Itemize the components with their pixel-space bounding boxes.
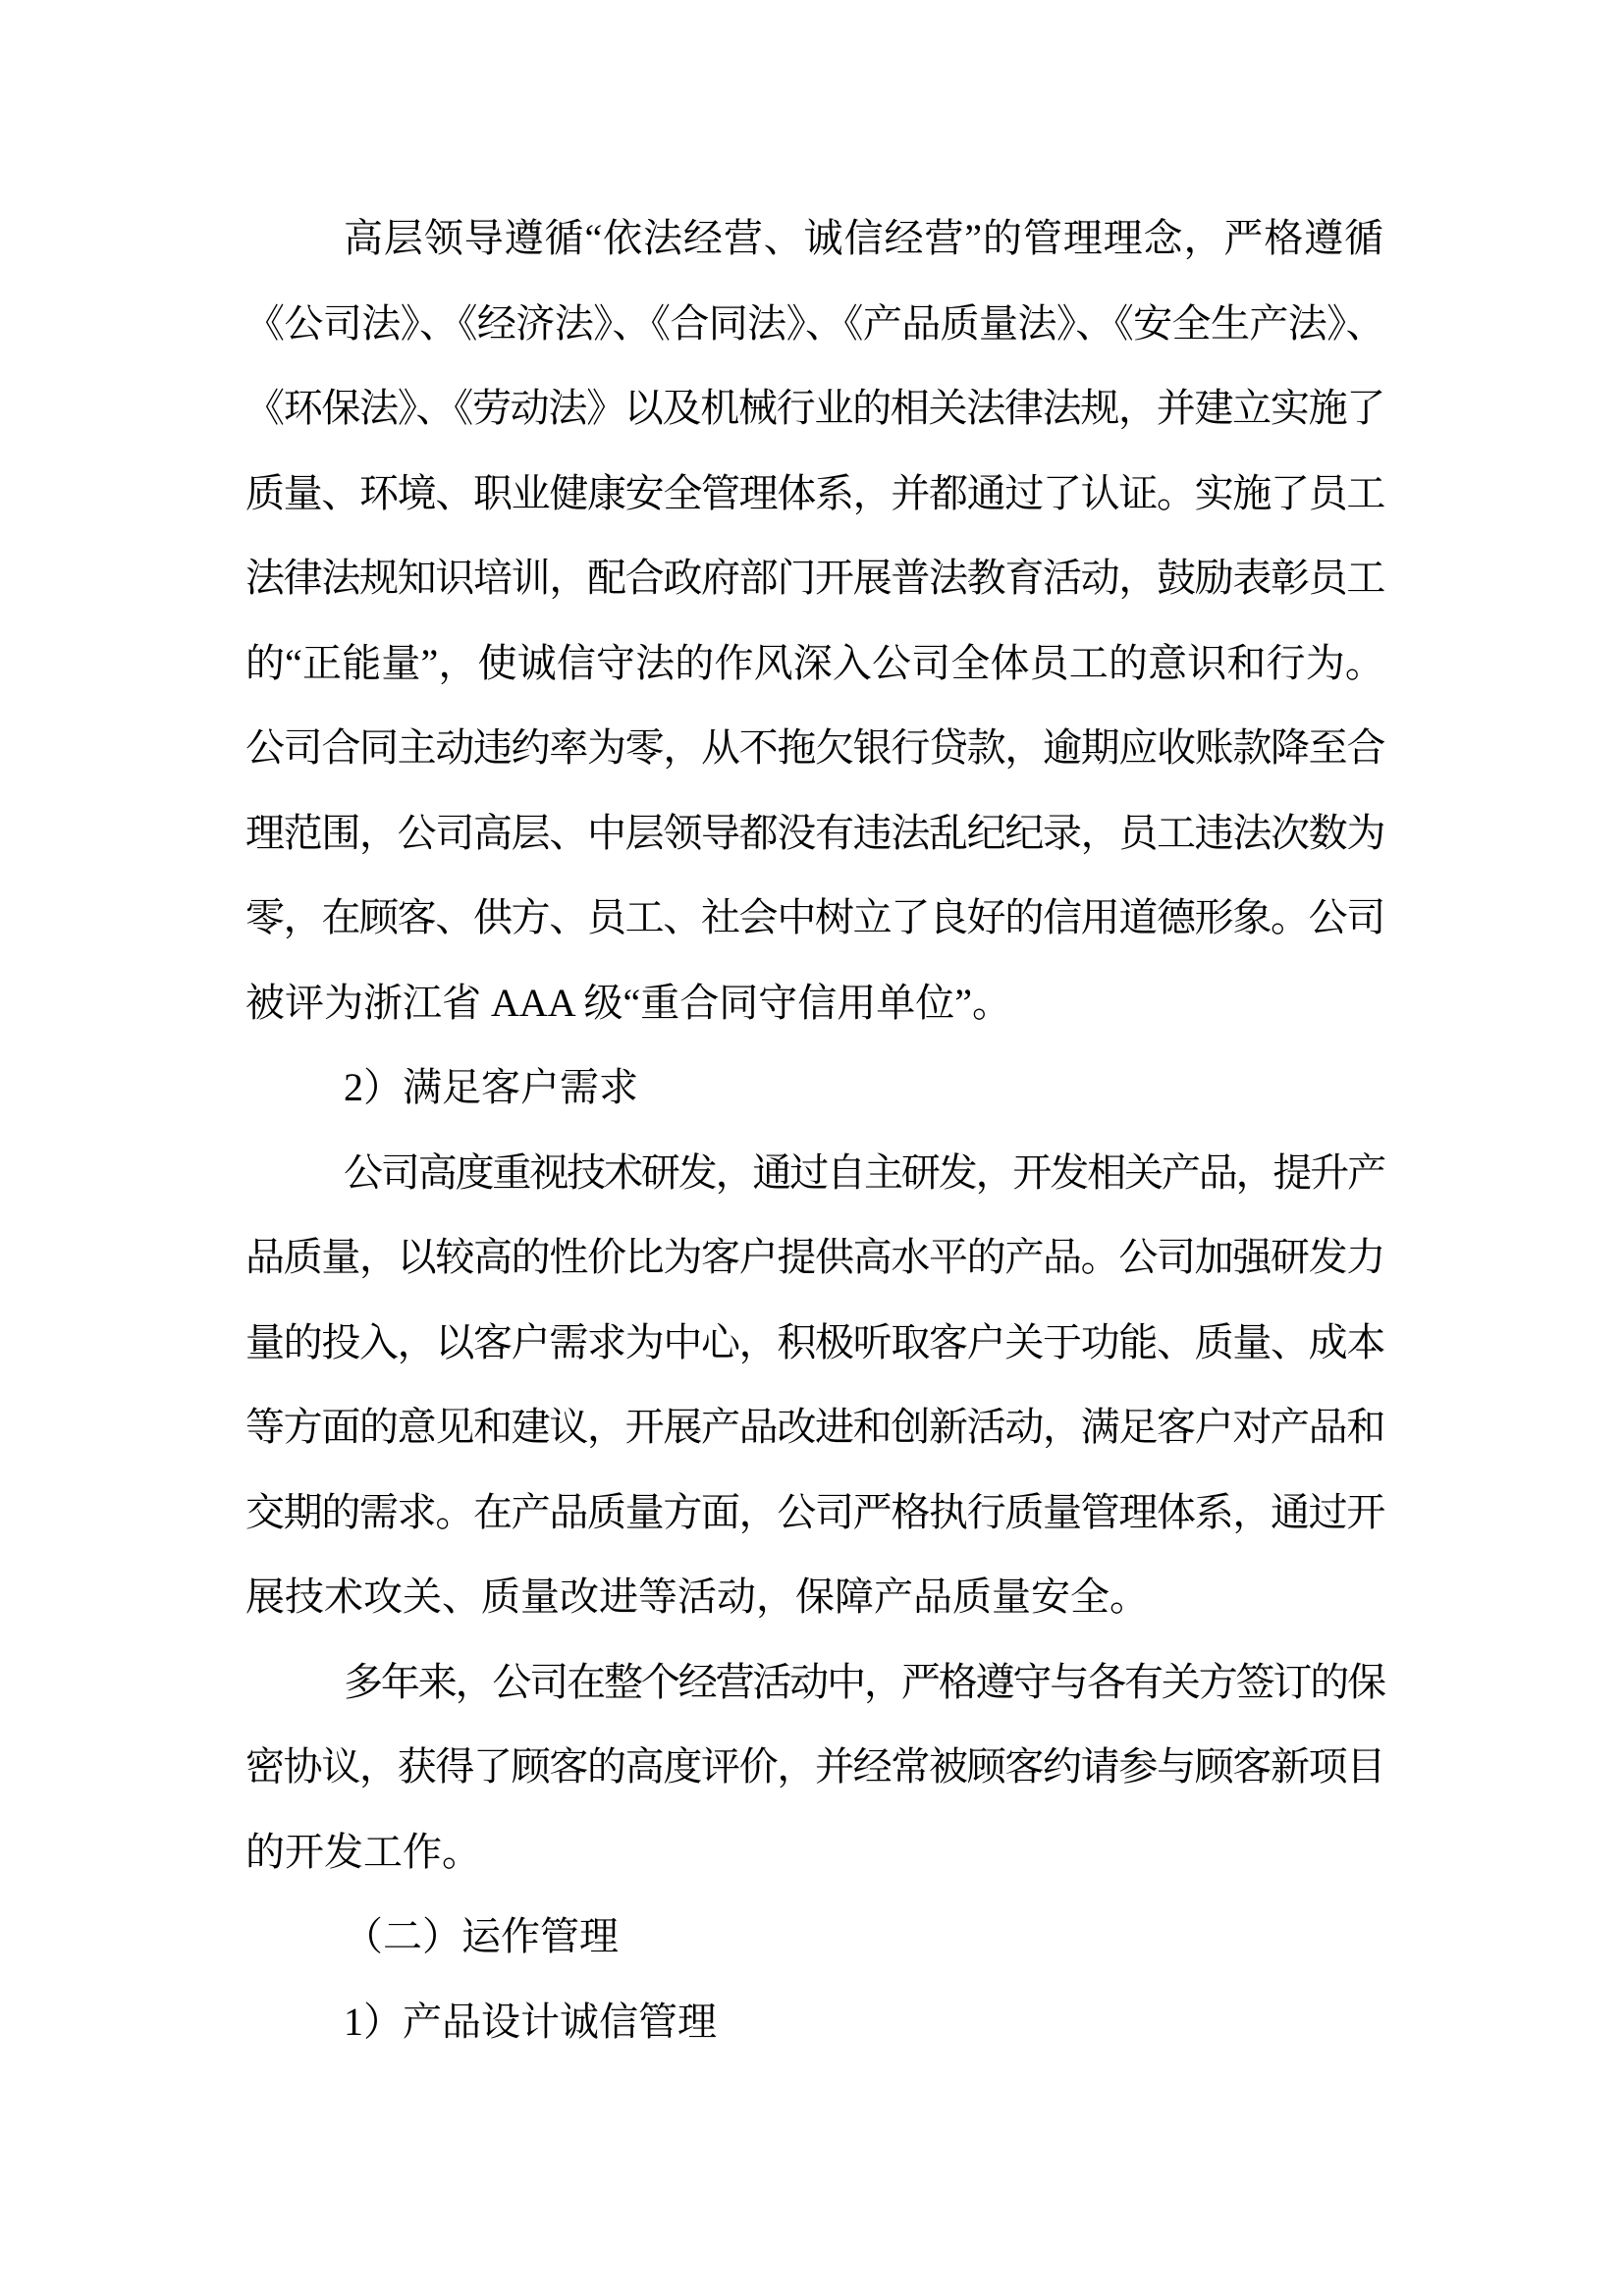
body-paragraph-line: 零，在顾客、供方、员工、社会中树立了良好的信用道德形象。公司 bbox=[245, 895, 1384, 939]
body-paragraph-line: 的“正能量”，使诚信守法的作风深入公司全体员工的意识和行为。 bbox=[245, 640, 1384, 685]
body-paragraph-line: 展技术攻关、质量改进等活动，保障产品质量安全。 bbox=[245, 1575, 1149, 1619]
numbered-subheading-line: 1）产品设计诚信管理 bbox=[344, 1999, 717, 2044]
body-paragraph-line: 公司合同主动违约率为零，从不拖欠银行贷款，逾期应收账款降至合 bbox=[245, 725, 1384, 770]
body-paragraph-line: 质量、环境、职业健康安全管理体系，并都通过了认证。实施了员工 bbox=[245, 470, 1384, 515]
body-paragraph-line: 品质量，以较高的性价比为客户提供高水平的产品。公司加强研发力 bbox=[245, 1235, 1384, 1279]
body-paragraph-line: 量的投入，以客户需求为中心，积极听取客户关于功能、质量、成本 bbox=[245, 1319, 1384, 1364]
body-paragraph-line: 等方面的意见和建议，开展产品改进和创新活动，满足客户对产品和 bbox=[245, 1405, 1384, 1449]
body-paragraph-line: 多年来，公司在整个经营活动中，严格遵守与各有关方签订的保 bbox=[344, 1659, 1384, 1704]
body-paragraph-line: 《公司法》、《经济法》、《合同法》、《产品质量法》、《安全生产法》、 bbox=[245, 300, 1384, 346]
body-paragraph-line: 密协议，获得了顾客的高度评价，并经常被顾客约请参与顾客新项目 bbox=[245, 1744, 1384, 1789]
body-paragraph-line: 《环保法》、《劳动法》以及机械行业的相关法律法规，并建立实施了 bbox=[245, 386, 1384, 430]
numbered-subheading-line: 2）满足客户需求 bbox=[344, 1065, 638, 1109]
body-paragraph-line: 高层领导遵循“依法经营、诚信经营”的管理理念，严格遵循 bbox=[344, 216, 1384, 260]
body-paragraph-line: 理范围，公司高层、中层领导都没有违法乱纪纪录，员工违法次数为 bbox=[245, 810, 1384, 855]
section-heading-line: （二）运作管理 bbox=[344, 1914, 619, 1958]
document-body bbox=[245, 196, 1384, 2064]
body-paragraph-line: 被评为浙江省 AAA 级“重合同守信用单位”。 bbox=[245, 980, 1011, 1025]
body-paragraph-line: 交期的需求。在产品质量方面，公司严格执行质量管理体系，通过开 bbox=[245, 1489, 1384, 1534]
body-paragraph-line: 法律法规知识培训，配合政府部门开展普法教育活动，鼓励表彰员工 bbox=[245, 556, 1384, 600]
body-paragraph-line: 公司高度重视技术研发，通过自主研发，开发相关产品，提升产 bbox=[344, 1149, 1384, 1195]
body-paragraph-line: 的开发工作。 bbox=[245, 1829, 481, 1874]
